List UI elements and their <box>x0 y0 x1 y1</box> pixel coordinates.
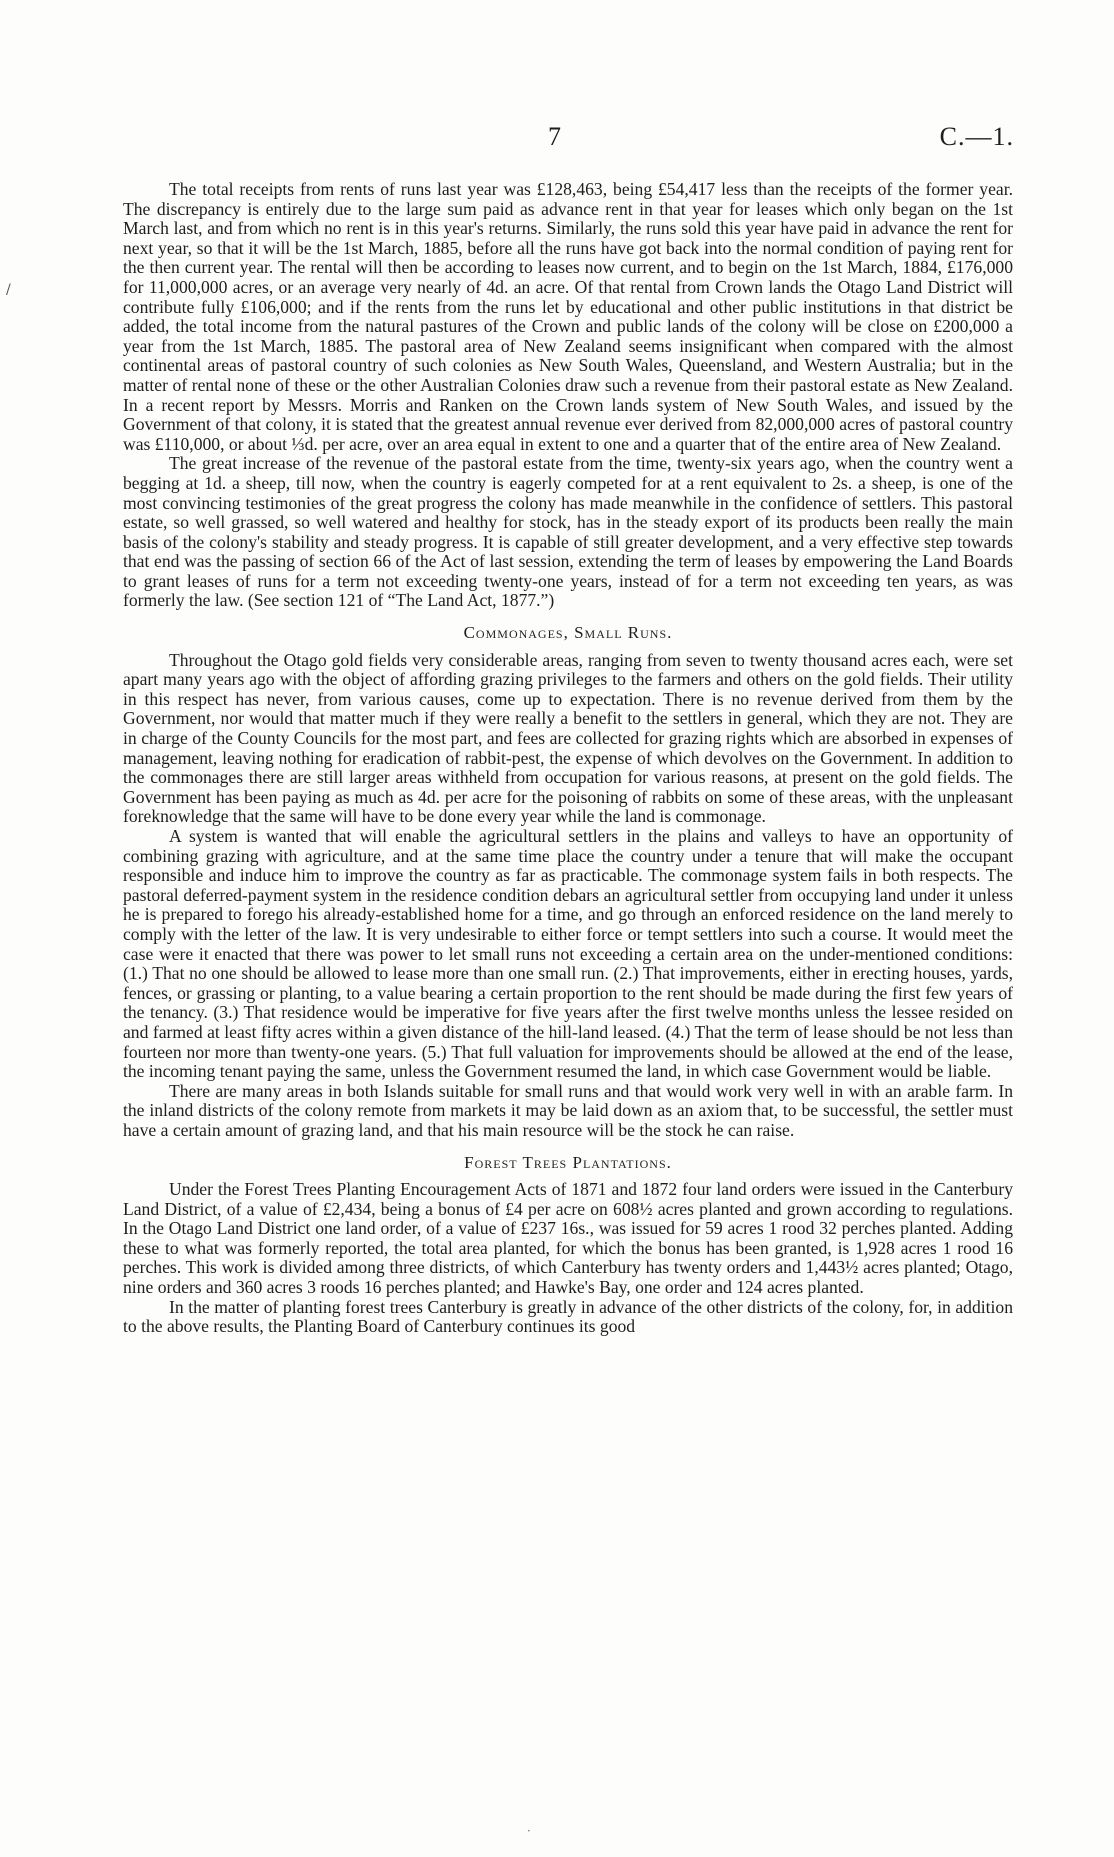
paragraph-system-wanted: A system is wanted that will enable the agricultural settlers in the plains and valleys to have an opportunity of combining grazing with agriculture, and at the same time place the country under a tenure that will make the occupant responsible and induce him to improve the country as far as practicable. The commonage system fails in both respects. The pastoral deferred-payment system in the residence condition debars an agricultural settler from occupying land under it unless he is prepared to forego his already-established home for a time, and go through an enforced residence on the land merely to comply with the letter of the law. It is very undesirable to either force or tempt settlers into such a course. It would meet the case were it enacted that there was power to let small runs not exceeding a certain area on the under-mentioned conditions: (1.) That no one should be allowed to lease more than one small run. (2.) That improvements, either in erecting houses, yards, fences, or grassing or planting, to a value bearing a certain proportion to the rent should be made during the first few years of the tenancy. (3.) That residence would be imperative for five years after the first twelve months unless the lessee resided on and farmed at least fifty acres within a given distance of the hill-land leased. (4.) That the term of lease should be not less than fourteen nor more than twenty-one years. (5.) That full valuation for improvements should be allowed at the end of the lease, the incoming tenant paying the same, unless the Government resumed the land, in which case Government would be liable. <box>123 826 1013 1082</box>
page-header <box>0 122 1114 162</box>
paragraph-small-runs-areas: There are many areas in both Islands suitable for small runs and that would work very well in with an arable farm. In the inland districts of the colony remote from markets it may be laid down as an axiom that, to be successful, the settler must have a certain amount of grazing land, and that his main resource will be the stock he can raise. <box>123 1080 1013 1140</box>
bottom-mark: · <box>527 1824 531 1838</box>
paragraph-run-receipts: The total receipts from rents of runs last year was £128,463, being £54,417 less than the receipts of the former year. The discrepancy is entirely due to the large sum paid as advance rent in that year for leases which only began on the 1st March last, and from which no rent is in this year's returns. Similarly, the runs sold this year have paid in advance the rent for next year, so that it will be the 1st March, 1885, before all the runs have got back into the normal condition of paying rent for the then current year. The rental will then be according to leases now current, and to begin on the 1st March, 1884, £176,000 for 11,000,000 acres, or an average very nearly of 4d. an acre. Of that rental from Crown lands the Otago Land District will contribute fully £106,000; and if the rents from the runs let by educational and other public institutions in that district be added, the total income from the natural pastures of the Crown and public lands of the colony will be close on £200,000 a year from the 1st March, 1885. The pastoral area of New Zealand seems insignificant when compared with the almost continental areas of pastoral country of such colonies as New South Wales, Queensland, and Western Australia; but in the matter of rental none of these or the other Australian Colonies draw such a revenue from their pastoral estate as New Zealand. In a recent report by Messrs. Morris and Ranken on the Crown lands system of New South Wales, and issued by the Government of that colony, it is stated that the greatest annual revenue ever derived from 82,000,000 acres of pastoral country was £110,000, or about ⅓d. per acre, over an area equal in extent to one and a quarter that of the entire area of New Zealand. <box>123 179 1013 454</box>
paragraph-pastoral-estate: The great increase of the revenue of the pastoral estate from the time, twenty-six years ago, when the country went a begging at 1d. a sheep, till now, when the country is eagerly competed for at a rent equivalent to 2s. a sheep, is one of the most convincing testimonies of the great progress the colony has made meanwhile in the confidence of settlers. This pastoral estate, so well grassed, so well watered and healthy for stock, has in the steady export of its products been really the main basis of the colony's stability and steady progress. It is capable of still greater development, and a very effective step towards that end was the passing of section 66 of the Act of last session, extending the term of leases by empowering the Land Boards to grant leases of runs for a term not exceeding twenty-one years, instead of for a term not exceeding ten years, as was formerly the law. (See section 121 of “The Land Act, 1877.”) <box>123 453 1013 611</box>
heading-commonages: Commonages, Small Runs. <box>463 623 673 643</box>
paragraph-planting-acts: Under the Forest Trees Planting Encouragement Acts of 1871 and 1872 four land orders were issued in the Canterbury Land District, of a value of £2,434, being a bonus of £4 per acre on 608½ acres planted and grown according to regulations. In the Otago Land District one land order, of a value of £237 16s., was issued for 59 acres 1 rood 32 perches planted. Adding these to what was formerly reported, the total area planted, for which the bonus has been granted, is 1,928 acres 1 rood 16 perches. This work is divided among three districts, of which Canterbury has twenty orders and 1,443½ acres planted; Otago, nine orders and 360 acres 3 roods 16 perches planted; and Hawke's Bay, one order and 124 acres planted. <box>123 1179 1013 1298</box>
paragraph-canterbury-planting: In the matter of planting forest trees Canterbury is greatly in advance of the other districts of the colony, for, in addition to the above results, the Planting Board of Canterbury continues its good <box>123 1296 1013 1337</box>
margin-mark: / <box>6 282 11 298</box>
body-text <box>123 180 1013 1337</box>
heading-forest-trees: Forest Trees Plantations. <box>464 1152 672 1172</box>
page-number: 7 <box>548 122 561 151</box>
paragraph-otago-gold-fields: Throughout the Otago gold fields very considerable areas, ranging from seven to twenty thousand acres each, were set apart many years ago with the object of affording grazing privileges to the farmers and others on the gold fields. Their utility in this respect has never, from various causes, come up to expectation. There is no revenue derived from them by the Government, nor would that matter much if they were really a benefit to the settlers in general, which they are not. They are in charge of the County Councils for the most part, and fees are collected for grazing rights which are absorbed in expenses of management, leaving nothing for eradication of rabbit-pest, the expense of which devolves on the Government. In addition to the commonages there are still larger areas withheld from occupation for various reasons, at present on the gold fields. The Government has been paying as much as 4d. per acre for the poisoning of rabbits on some of these areas, with the unpleasant foreknowledge that the same will have to be done every year while the land is commonage. <box>123 649 1013 827</box>
document-reference: C.—1. <box>939 122 1014 151</box>
